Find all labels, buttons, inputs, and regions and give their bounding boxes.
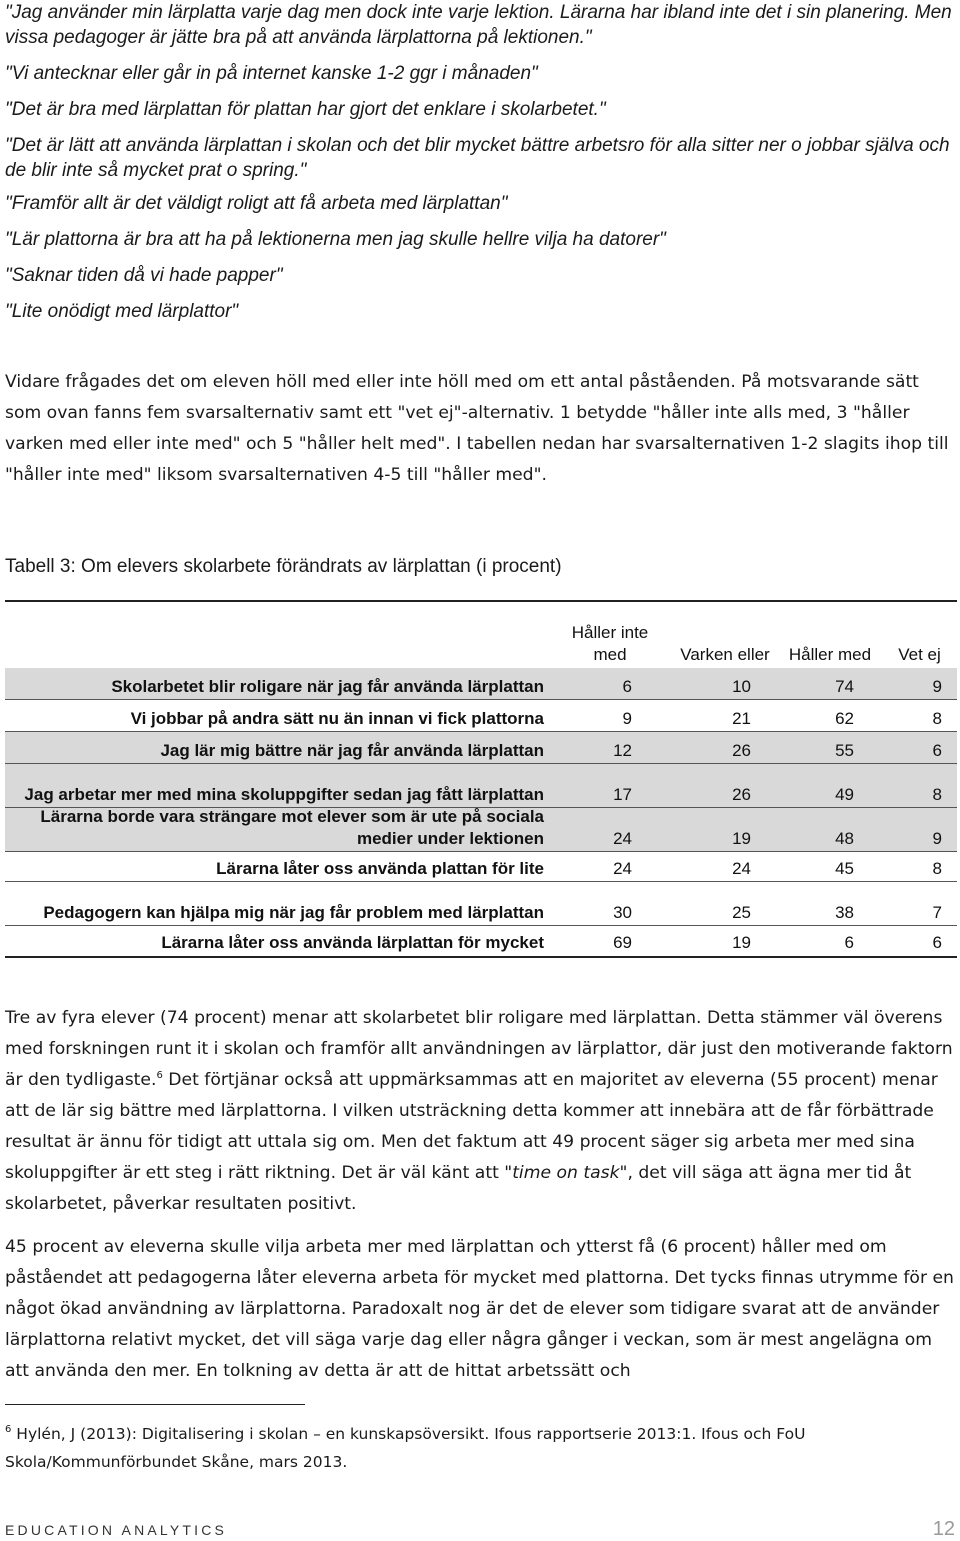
- table-bottom-rule: [5, 956, 957, 958]
- table-cell: 12: [613, 741, 632, 760]
- table-cell: 9: [932, 677, 942, 696]
- row-label: Jag lär mig bättre när jag får använda lärplattan: [160, 741, 544, 760]
- row-label: Jag arbetar mer med mina skoluppgifter sedan jag fått lärplattan: [24, 785, 544, 804]
- table-cell: 24: [732, 859, 751, 878]
- page-number: 12: [932, 1518, 955, 1540]
- table-cell: 10: [732, 677, 751, 696]
- quote: "Vi antecknar eller går in på internet kanske 1-2 ggr i månaden": [5, 63, 538, 84]
- table-row: [5, 700, 957, 732]
- quote: "Saknar tiden då vi hade papper": [5, 265, 283, 286]
- table-cell: 7: [932, 903, 942, 922]
- quote: "Det är lätt att använda lärplattan i skolan och det blir mycket bättre arbetsro för alla sitter ner o jobbar själva och de blir inte så mycket prat o spring.": [5, 135, 950, 181]
- row-label: Lärarna låter oss använda plattan för lite: [216, 859, 544, 878]
- row-label: Lärarna låter oss använda lärplattan för mycket: [161, 933, 544, 952]
- table-cell: 26: [732, 785, 751, 804]
- table-cell: 62: [835, 709, 854, 728]
- table-cell: 8: [932, 785, 942, 804]
- table-row: [5, 732, 957, 764]
- table-header-dont-know: Vet ej: [898, 645, 941, 664]
- row-label: Lärarna borde vara strängare mot elever som är ute på sociala medier under lektionen: [40, 807, 544, 848]
- quote: "Jag använder min lärplatta varje dag men dock inte varje lektion. Lärarna har ibland inte det i sin planering. Men vissa pedagoger är jätte bra på att använda lärplattorna på lektionen.": [5, 2, 952, 48]
- table-cell: 30: [613, 903, 632, 922]
- table-header-agree: Håller med: [788, 645, 872, 664]
- table-cell: 24: [613, 829, 632, 848]
- table-cell: 55: [835, 741, 854, 760]
- table-cell: 9: [932, 829, 942, 848]
- footnote: $^6$ Hylén, J (2013): Digitalisering i skolan – en kunskapsöversikt. Ifous rapportserie 2013:1. Ifous och FoU Skola/Kommunförbundet Skåne, mars 2013.: [5, 1424, 806, 1471]
- table-cell: 38: [835, 903, 854, 922]
- table-cell: 8: [932, 859, 942, 878]
- table-cell: 21: [732, 709, 751, 728]
- table-cell: 26: [732, 741, 751, 760]
- table-row: [5, 668, 957, 700]
- table-row: [5, 882, 957, 926]
- quote: "Framför allt är det väldigt roligt att få arbeta med lärplattan": [5, 193, 508, 214]
- quote: "Det är bra med lärplattan för plattan har gjort det enklare i skolarbetet.": [5, 99, 606, 120]
- table-cell: 6: [622, 677, 632, 696]
- body-paragraph-2: 45 procent av eleverna skulle vilja arbeta mer med lärplattan och ytterst få (6 procent) håller med om påståendet att pedagogerna låter eleverna arbeta för mycket med plattorna. Det tycks finnas utrymme för en något ökad användning av lärplattorna. Paradoxalt nog är det de elever som tidigare svarat att de använder lärplattorna relativt mycket, det vill säga varje dag eller några gånger i veckan, som är mest angelägna om att använda den mer. En tolkning av detta är att de hittat arbetssätt och: [5, 1237, 954, 1381]
- quote: "Lite onödigt med lärplattor": [5, 301, 239, 322]
- table-cell: 24: [613, 859, 632, 878]
- row-label: Pedagogern kan hjälpa mig när jag får problem med lärplattan: [43, 903, 544, 922]
- table-row: [5, 926, 957, 956]
- body-paragraph-1: Tre av fyra elever (74 procent) menar att skolarbetet blir roligare med lärplattan. Detta stämmer väl överens med forskningen runt it i skolan och framför allt användningen av lärplattor, där just den motiverande faktorn är den tydligaste.$^6$ Det förtjänar också att uppmärksammas att en majoritet av eleverna (55 procent) menar att de lär sig bättre med lärplattorna. I vilken utsträckning detta kommer att innebära att de får förbättrade resultat är ännu för tidigt att uttala sig om. Men det faktum att 49 procent säger sig arbeta mer med sina skoluppgifter är ett steg i rätt riktning. Det är väl känt att "time on task", det vill säga att ägna mer tid åt skolarbetet, påverkar resultaten positivt.: [5, 1008, 953, 1214]
- table-cell: 74: [835, 677, 854, 696]
- table-cell: 49: [835, 785, 854, 804]
- table-header-disagree: Håller inte med: [571, 623, 649, 664]
- quote: "Lär plattorna är bra att ha på lektionerna men jag skulle hellre vilja ha datorer": [5, 229, 666, 250]
- table-cell: 45: [835, 859, 854, 878]
- intro-paragraph: Vidare frågades det om eleven höll med eller inte höll med om ett antal påståenden. På motsvarande sätt som ovan fanns fem svarsalternativ samt ett "vet ej"-alternativ. 1 betydde "håller inte alls med, 3 "håller varken med eller inte med" och 5 "håller helt med". I tabellen nedan har svarsalternativen 1-2 slagits ihop till "håller inte med" liksom svarsalternativen 4-5 till "håller med".: [5, 372, 949, 485]
- table-cell: 6: [932, 933, 942, 952]
- footnote-ref: 6: [156, 1070, 163, 1081]
- brand-logo: EDUCATION ANALYTICS: [5, 1522, 228, 1538]
- table-cell: 6: [932, 741, 942, 760]
- footnote-rule: [5, 1404, 305, 1405]
- table-cell: 17: [613, 785, 632, 804]
- table-cell: 25: [732, 903, 751, 922]
- row-label: Vi jobbar på andra sätt nu än innan vi fick plattorna: [130, 709, 544, 728]
- table-cell: 8: [932, 709, 942, 728]
- table-cell: 6: [844, 933, 854, 952]
- table-header-neither: Varken eller: [680, 645, 770, 664]
- table-row: [5, 808, 957, 852]
- table-cell: 19: [732, 933, 751, 952]
- table-row: [5, 764, 957, 808]
- table-cell: 19: [732, 829, 751, 848]
- table-title: Tabell 3: Om elevers skolarbete förändrats av lärplattan (i procent): [5, 556, 562, 577]
- student-quotes: [5, 0, 955, 335]
- table-cell: 69: [613, 933, 632, 952]
- table-cell: 48: [835, 829, 854, 848]
- table-row: [5, 852, 957, 882]
- table-cell: 9: [622, 709, 632, 728]
- row-label: Skolarbetet blir roligare när jag får använda lärplattan: [111, 677, 544, 696]
